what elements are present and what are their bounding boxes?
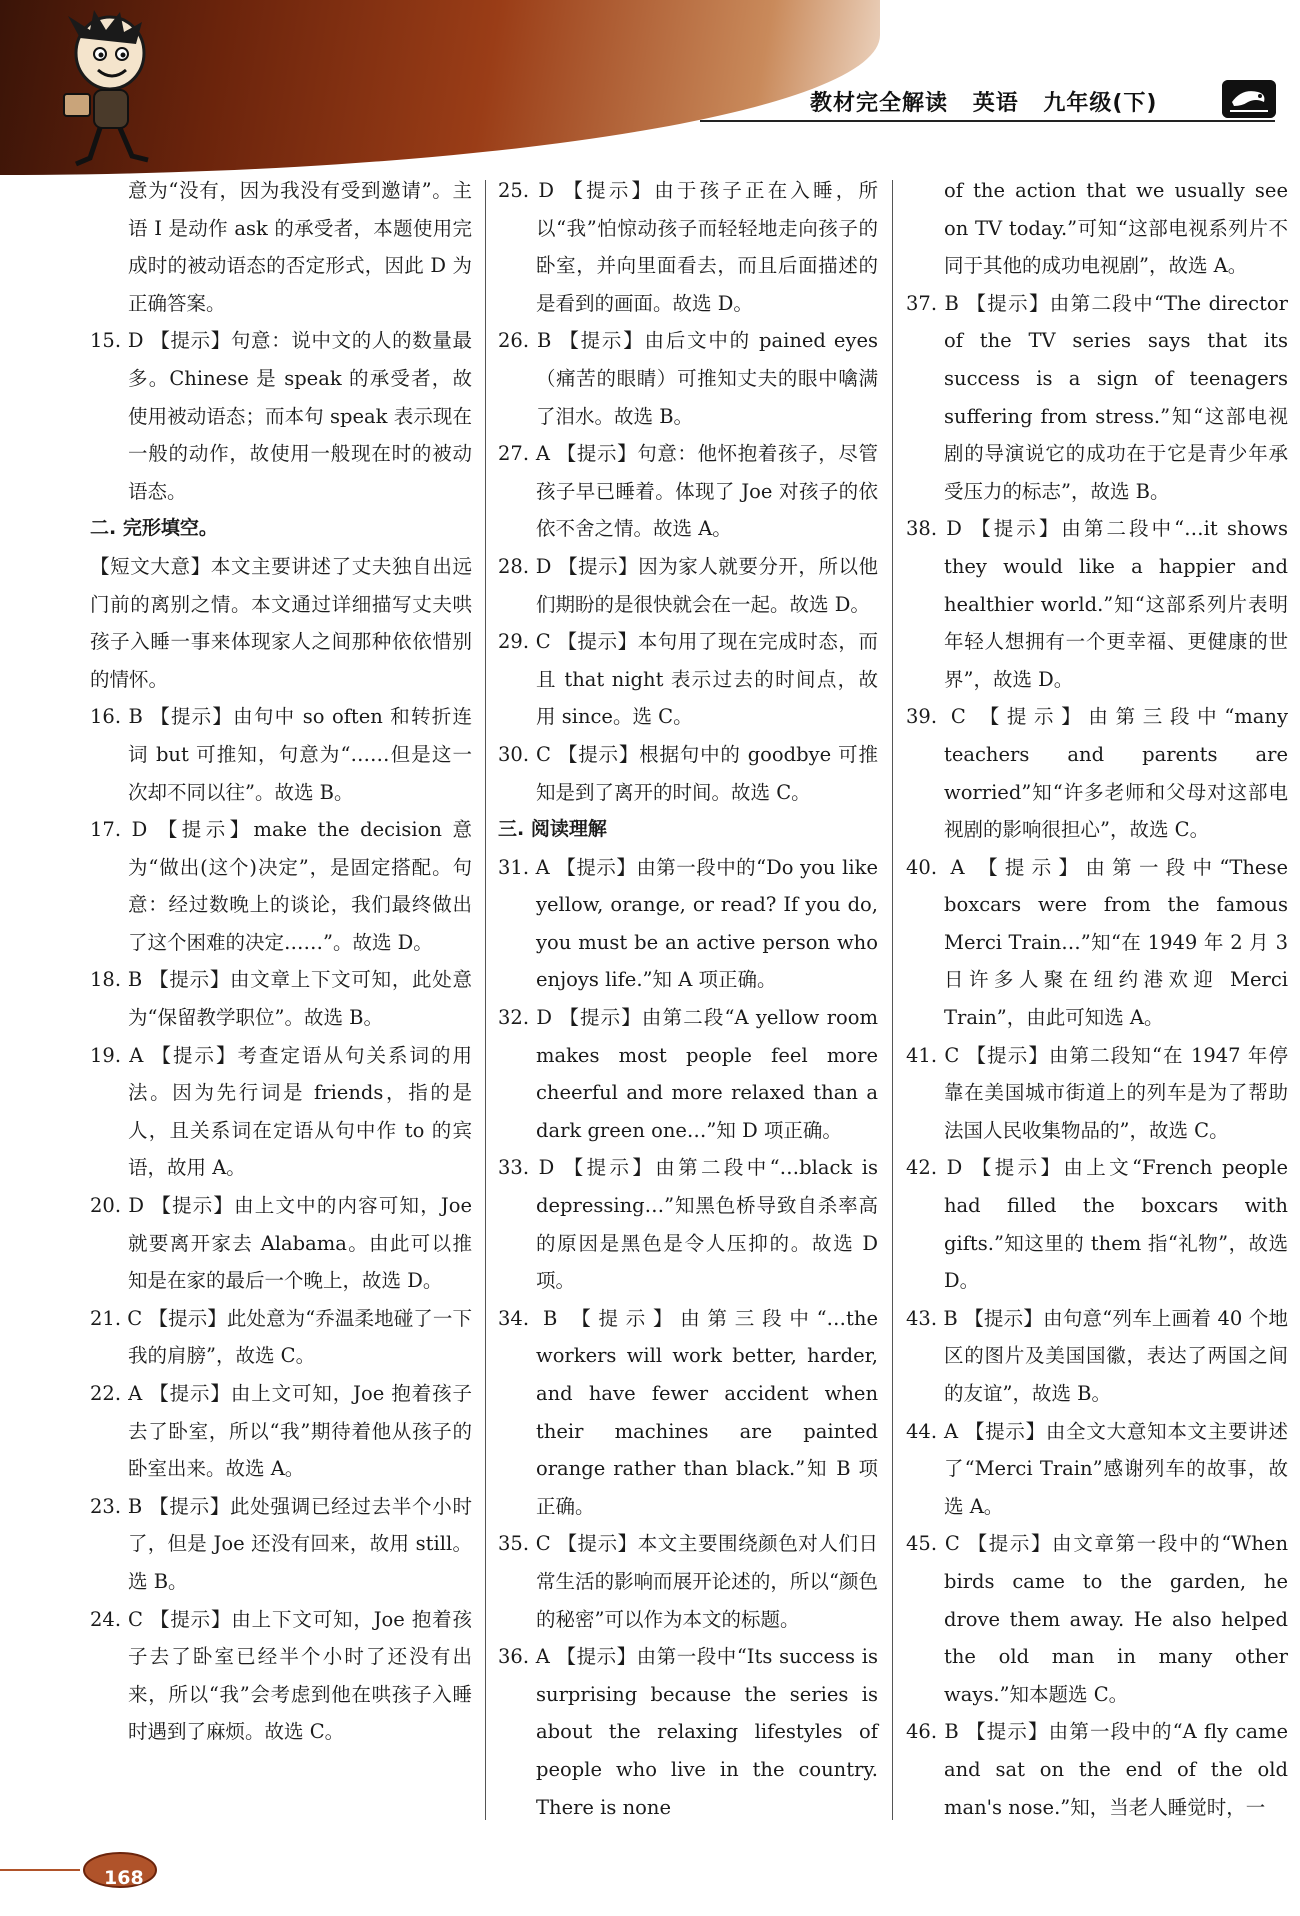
column-2 <box>498 172 878 1826</box>
column-1 <box>90 172 472 1751</box>
running-header <box>810 86 1174 117</box>
answer-item: 44. A 【提示】由全文大意知本文主要讲述了“Merci Train”感谢列车的故事，故选 A。 <box>906 1419 1288 1518</box>
answer-item: 16. B 【提示】由句中 so often 和转折连词 but 可推知，句意为“……但是这一次却不同以往”。故选 B。 <box>90 705 472 804</box>
answer-item: 27. A 【提示】句意：他怀抱着孩子，尽管孩子早已睡着。体现了 Joe 对孩子的依依不舍之情。故选 A。 <box>498 442 878 541</box>
column-3 <box>906 172 1288 1826</box>
answer-item: 32. D 【提示】由第二段“A yellow room makes most people feel more cheerful and more relaxed than a dark green one…”知 D 项正确。 <box>498 1006 878 1142</box>
answer-item: 23. B 【提示】此处强调已经过去半个小时了，但是 Joe 还没有回来，故用 still。选 B。 <box>90 1494 472 1593</box>
answer-item: 43. B 【提示】由句意“列车上画着 40 个地区的图片及美国国徽，表达了两国之间的友谊”，故选 B。 <box>906 1306 1288 1405</box>
answer-item: 31. A 【提示】由第一段中的“Do you like yellow, orange, or read? If you do, you must be an active person who enjoys life.”知 A 项正确。 <box>498 855 878 992</box>
answer-item: 22. A 【提示】由上文可知，Joe 抱着孩子去了卧室，所以“我”期待着他从孩子的卧室出来。故选 A。 <box>90 1382 472 1481</box>
answer-item: 28. D 【提示】因为家人就要分开，所以他们期盼的是很快就会在一起。故选 D。 <box>498 554 878 616</box>
answer-item: 34. B 【提示】由第三段中“…the workers will work better, harder, and have fewer accident when their machines are painted orange rather than black.”知 B 项正确。 <box>498 1306 878 1518</box>
summary-paragraph: 【短文大意】本文主要讲述了丈夫独自出远门前的离别之情。本文通过详细描写丈夫哄孩子入睡一事来体现家人之间那种依依惜别的情怀。 <box>90 554 472 691</box>
subject: 英语 <box>972 91 1019 116</box>
column-divider <box>892 180 893 1820</box>
answer-item: 17. D 【提示】make the decision 意为“做出(这个)决定”，是固定搭配。句意：经过数晚上的谈论，我们最终做出了这个困难的决定……”。故选 D。 <box>90 818 472 954</box>
answer-item: 33. D 【提示】由第二段中“…black is depressing…”知黑色桥导致自杀率高的原因是黑色是令人压抑的。故选 D 项。 <box>498 1156 878 1293</box>
answer-item: 18. B 【提示】由文章上下文可知，此处意为“保留教学职位”。故选 B。 <box>90 968 472 1030</box>
answer-item: 19. A 【提示】考查定语从句关系词的用法。因为先行词是 friends，指的是人，且关系词在定语从句中作 to 的宾语，故用 A。 <box>90 1043 472 1180</box>
answer-item: 35. C 【提示】本文主要围绕颜色对人们日常生活的影响而展开论述的，所以“颜色的秘密”可以作为本文的标题。 <box>498 1532 878 1631</box>
answer-item: 45. C 【提示】由文章第一段中的“When birds came to the garden, he drove them away. He also helped the old man in many other ways.”知本题选 C。 <box>906 1532 1288 1706</box>
answer-item: 40. A 【提示】由第一段中“These boxcars were from the famous Merci Train…”知“在 1949 年 2 月 3 日许多人聚在纽约港欢迎 Merci Train”，由此可知选 A。 <box>906 855 1288 1030</box>
answer-item: 21. C 【提示】此处意为“乔温柔地碰了一下我的肩膀”，故选 C。 <box>90 1306 472 1368</box>
answer-item: of the action that we usually see on TV today.”可知“这部电视系列片不同于其他的成功电视剧”，故选 A。 <box>944 179 1288 278</box>
answer-item: 30. C 【提示】根据句中的 goodbye 可推知是到了离开的时间。故选 C。 <box>498 742 878 804</box>
column-divider <box>485 180 486 1820</box>
answer-item: 意为“没有，因为我没有受到邀请”。主语 I 是动作 ask 的承受者，本题使用完成时的被动语态的否定形式，因此 D 为正确答案。 <box>128 179 472 315</box>
answer-item: 39. C 【提示】由第三段中“many teachers and parents are worried”知“许多老师和父母对这部电视剧的影响很担心”，故选 C。 <box>906 705 1288 842</box>
answer-item: 36. A 【提示】由第一段中“Its success is surprising because the series is about the relaxing lifestyles of people who live in the country. There is none <box>498 1645 878 1819</box>
answer-item: 25. D 【提示】由于孩子正在入睡，所以“我”怕惊动孩子而轻轻地走向孩子的卧室，并向里面看去，而且后面描述的是看到的画面。故选 D。 <box>498 179 878 315</box>
answer-item: 26. B 【提示】由后文中的 pained eyes（痛苦的眼睛）可推知丈夫的眼中噙满了泪水。故选 B。 <box>498 329 878 428</box>
grade: 九年级(下) <box>1043 91 1158 116</box>
publisher-logo-icon <box>1222 80 1276 118</box>
book-title: 教材完全解读 <box>810 91 949 116</box>
answer-item: 37. B 【提示】由第二段中“The director of the TV series says that its success is a sign of teenagers suffering from stress.”知“这部电视剧的导演说它的成功在于它是青少年承受压力的标志”，故选 B。 <box>906 291 1288 503</box>
answer-item: 41. C 【提示】由第二段知“在 1947 年停靠在美国城市街道上的列车是为了帮助法国人民收集物品的”，故选 C。 <box>906 1043 1288 1142</box>
answer-item: 20. D 【提示】由上文中的内容可知，Joe 就要离开家去 Alabama。由此可以推知是在家的最后一个晚上，故选 D。 <box>90 1194 472 1293</box>
section-heading: 二. 完形填空。 <box>90 517 218 540</box>
answer-item: 38. D 【提示】由第二段中“…it shows they would like a happier and healthier world.”知“这部系列片表明年轻人想拥有一个更幸福、更健康的世界”，故选 D。 <box>906 517 1288 691</box>
answer-item: 24. C 【提示】由上下文可知，Joe 抱着孩子去了卧室已经半个小时了还没有出来，所以“我”会考虑到他在哄孩子入睡时遇到了麻烦。故选 C。 <box>90 1607 472 1744</box>
page-number: 168 <box>104 1867 144 1889</box>
section-heading: 三. 阅读理解 <box>498 818 607 841</box>
answer-item: 15. D 【提示】句意：说中文的人的数量最多。Chinese 是 speak 的承受者，故使用被动语态；而本句 speak 表示现在一般的动作，故使用一般现在时的被动语态。 <box>90 329 472 503</box>
cartoon-mascot-icon <box>28 8 178 173</box>
answer-item: 29. C 【提示】本句用了现在完成时态，而且 that night 表示过去的时间点，故用 since。选 C。 <box>498 630 878 729</box>
page-number-ornament <box>0 1850 170 1890</box>
header-rule <box>700 120 1275 122</box>
answer-item: 42. D 【提示】由上文“French people had filled the boxcars with gifts.”知这里的 them 指“礼物”，故选 D。 <box>906 1156 1288 1293</box>
answer-item: 46. B 【提示】由第一段中的“A fly came and sat on the end of the old man's nose.”知，当老人睡觉时，一 <box>906 1720 1288 1819</box>
